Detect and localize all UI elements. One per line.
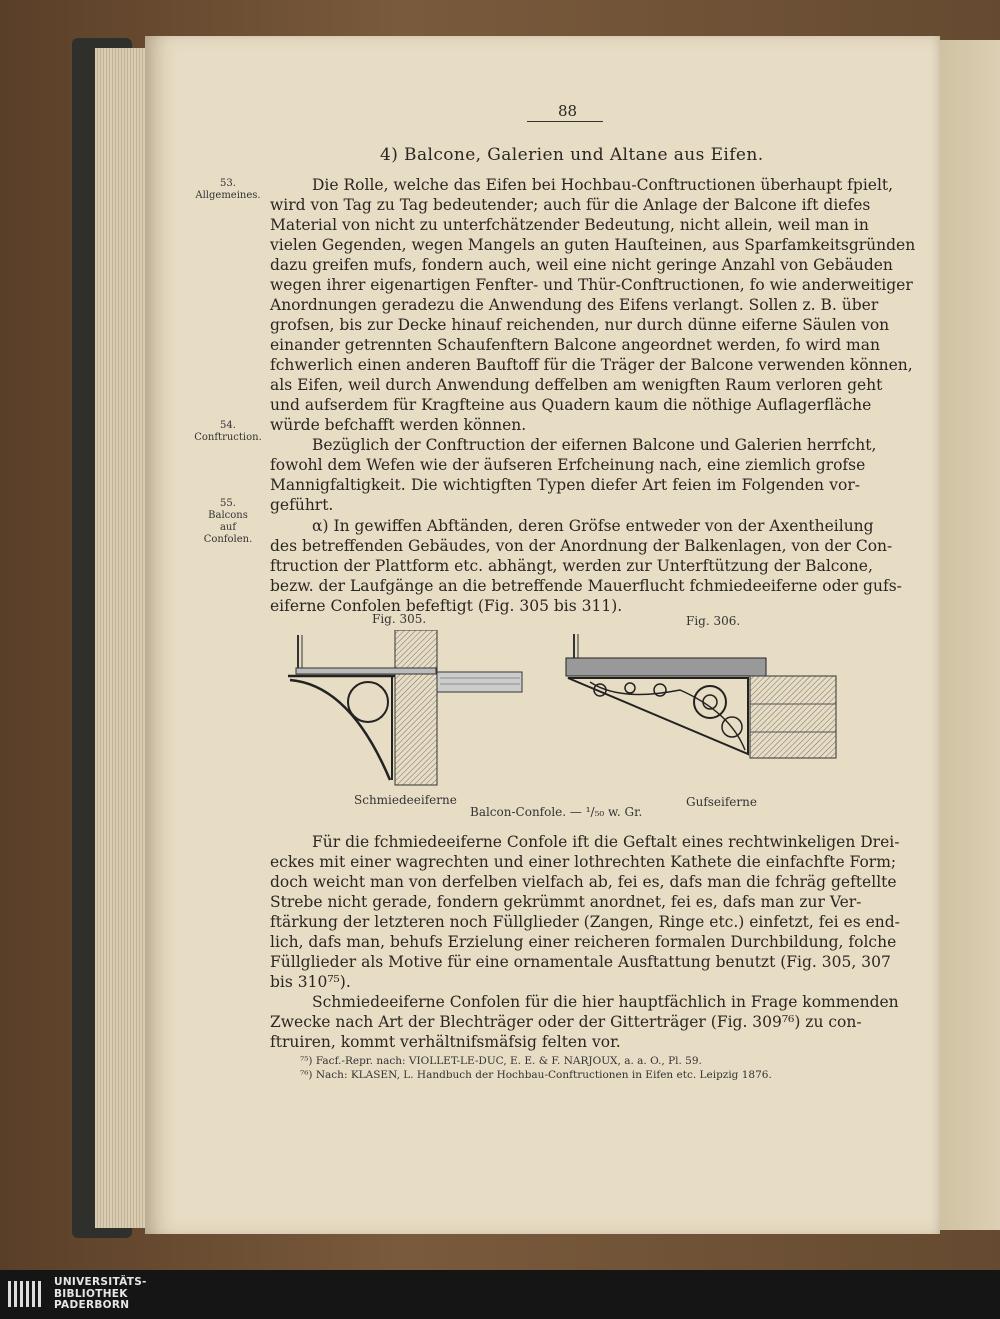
text-line: bis 310⁷⁵).	[270, 973, 351, 991]
library-logo-icon	[8, 1277, 48, 1311]
text-line: einander getrennten Schaufenftern Balcone angeordnet werden, fo wird man	[270, 336, 880, 354]
text-line: fchwerlich einen anderen Bauftoff für die Träger der Balcone verwenden können,	[270, 356, 913, 374]
text-line: wird von Tag zu Tag bedeutender; auch für die Anlage der Balcone ift diefes	[270, 196, 871, 214]
figure-306-cast-iron-bracket	[560, 632, 850, 782]
section-heading: 4) Balcone, Galerien und Altane aus Eifen.	[380, 145, 764, 165]
side-note-53: 53. Allgemeines.	[195, 178, 261, 201]
text-line: ftruction der Plattform etc. abhängt, werden zur Unterftützung der Balcone,	[270, 557, 873, 575]
text-line: ftruiren, kommt verhältnifsmäfsig felten vor.	[270, 1033, 621, 1051]
text-line: Füllglieder als Motive für eine ornamentale Ausftattung benutzt (Fig. 305, 307	[270, 953, 891, 971]
page-number: 88	[558, 102, 578, 120]
text-line: lich, dafs man, behufs Erzielung einer reicheren formalen Durchbildung, folche	[270, 933, 897, 951]
text-line: eiferne Confolen befeftigt (Fig. 305 bis 311).	[270, 597, 623, 615]
text-line: vielen Gegenden, wegen Mangels an guten Hauſteinen, aus Sparfamkeitsgründen	[270, 236, 916, 254]
text-line: Anordnungen geradezu die Anwendung des Eifens verlangt. Sollen z. B. über	[270, 296, 879, 314]
text-line: Bezüglich der Conftruction der eifernen Balcone und Galerien herrfcht,	[312, 436, 877, 454]
text-line: α) In gewiffen Abftänden, deren Gröfse entweder von der Axentheilung	[312, 517, 874, 535]
figure-306-label: Fig. 306.	[686, 614, 741, 628]
text-line: bezw. der Laufgänge an die betreffende Mauerflucht fchmiedeeiferne oder gufs-	[270, 577, 902, 595]
text-line: des betreffenden Gebäudes, von der Anordnung der Balkenlagen, von der Con-	[270, 537, 893, 555]
text-line: geführt.	[270, 496, 334, 514]
text-line: Mannigfaltigkeit. Die wichtigften Typen diefer Art feien im Folgenden vor-	[270, 476, 860, 494]
footnote-75: ⁷⁵) Facf.-Repr. nach: VIOLLET-LE-DUC, E. E. & F. NARJOUX, a. a. O., Pl. 59.	[300, 1055, 702, 1067]
library-logo-text: UNIVERSITÄTS- BIBLIOTHEK PADERBORN	[54, 1276, 147, 1311]
side-note-54: 54. Conftruction.	[194, 420, 262, 443]
library-footer-bar	[0, 1270, 1000, 1319]
text-line: Für die fchmiedeeiferne Confole ift die Geftalt eines rechtwinkeligen Drei-	[312, 833, 900, 851]
text-line: und aufserdem für Kragfteine aus Quadern kaum die nöthige Auflagerfläche	[270, 396, 872, 414]
right-page-edge	[930, 40, 1000, 1230]
figure-305-label: Fig. 305.	[372, 612, 427, 626]
text-line: doch weicht man von derfelben vielfach ab, fei es, dafs man die fchräg geftellte	[270, 873, 897, 891]
text-line: würde befchafft werden können.	[270, 416, 527, 434]
figure-305-wrought-iron-bracket	[280, 630, 530, 790]
text-line: Material von nicht zu unterfchätzender Bedeutung, nicht allein, weil man in	[270, 216, 869, 234]
figure-center-caption: Balcon-Confole. — ¹/₅₀ w. Gr.	[470, 805, 643, 819]
text-line: Zwecke nach Art der Blechträger oder der Gitterträger (Fig. 309⁷⁶) zu con-	[270, 1013, 862, 1031]
figure-left-caption: Schmiedeeiferne	[354, 793, 457, 807]
text-line: grofsen, bis zur Decke hinauf reichenden, nur durch dünne eiferne Säulen von	[270, 316, 890, 334]
figure-right-caption: Gufseiferne	[686, 795, 757, 809]
side-note-55: 55. Balcons auf Confolen.	[203, 498, 253, 545]
text-line: dazu greifen mufs, fondern auch, weil eine nicht geringe Anzahl von Gebäuden	[270, 256, 893, 274]
text-line: Die Rolle, welche das Eifen bei Hochbau-Conftructionen überhaupt fpielt,	[312, 176, 894, 194]
text-line: wegen ihrer eigenartigen Fenfter- und Thür-Conftructionen, fo wie anderweitiger	[270, 276, 913, 294]
page-number-rule	[527, 121, 603, 122]
text-line: fowohl dem Wefen wie der äufseren Erfcheinung nach, eine ziemlich grofse	[270, 456, 866, 474]
text-line: Schmiedeeiferne Confolen für die hier hauptfächlich in Frage kommenden	[312, 993, 899, 1011]
text-line: als Eifen, weil durch Anwendung deffelben am wenigften Raum verloren geht	[270, 376, 883, 394]
text-line: ftärkung der letzteren noch Füllglieder (Zangen, Ringe etc.) einfetzt, fei es end-	[270, 913, 900, 931]
text-line: Strebe nicht gerade, fondern gekrümmt anordnet, fei es, dafs man zur Ver-	[270, 893, 862, 911]
text-line: eckes mit einer wagrechten und einer lothrechten Kathete die einfachfte Form;	[270, 853, 897, 871]
footnote-76: ⁷⁶) Nach: KLASEN, L. Handbuch der Hochbau-Conftructionen in Eifen etc. Leipzig 1876.	[300, 1069, 772, 1081]
